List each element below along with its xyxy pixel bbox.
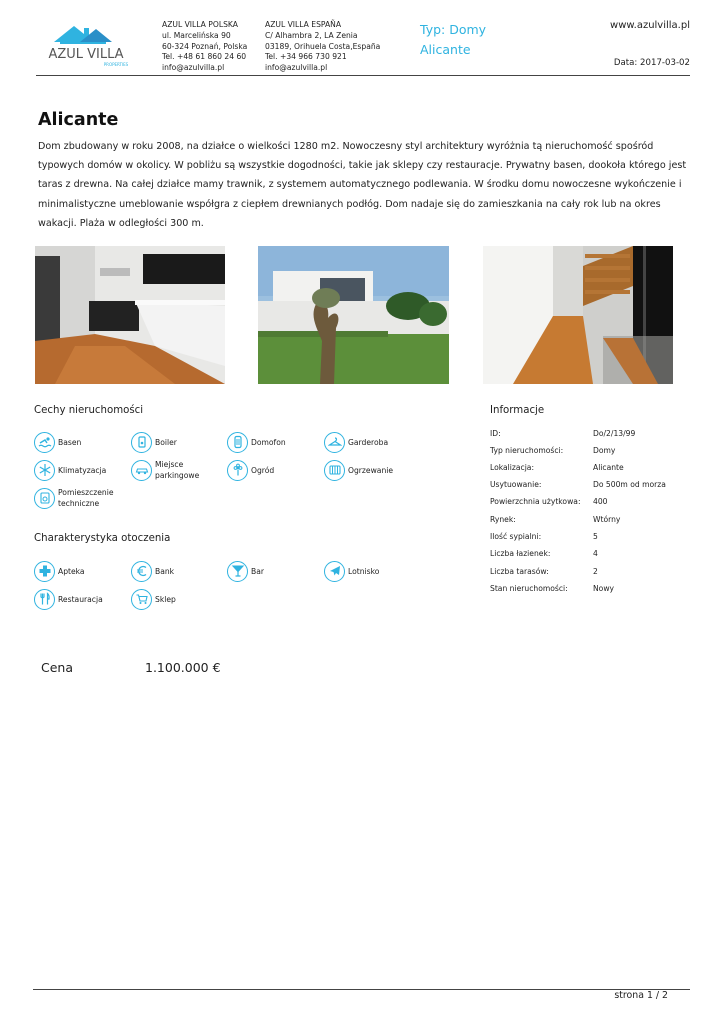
euro-icon <box>131 561 152 582</box>
photo-hallway-stairs[interactable] <box>483 246 673 384</box>
surroundings-section-title: Charakterystyka otoczenia <box>34 533 171 544</box>
website-link[interactable]: www.azulvilla.pl <box>610 20 690 31</box>
surrounding-apteka: Apteka <box>34 561 130 583</box>
price-value: 1.100.000 € <box>145 660 221 675</box>
swimmer-icon <box>34 432 55 453</box>
washing-machine-icon <box>34 488 55 509</box>
property-description: Dom zbudowany w roku 2008, na działce o wielkości 1280 m2. Nowoczesny styl architektury wyróżnia tą nieruchomość spośród typowych domów w okolicy. W pobliżu są wszystkie dogodności, takie jak sklepy czy restauracje. Prywatny basen, dookoła którego jest taras z drewna. Na całej działce mamy trawnik, z systemem automatycznego podlewania. W środku domu nowoczesne wykończenie i minimalistyczne umeblowanie współgra z ciepłem drewnianych podłóg. Dom nadaje się do zamieszkania na cały rok lub na okres wakacji. Plaża w odległości 300 m. <box>38 141 687 229</box>
photo-garden-house[interactable] <box>258 246 449 384</box>
property-type <box>420 20 486 60</box>
surrounding-bar: Bar <box>227 561 323 583</box>
feature-ogrod: Ogród <box>227 460 323 482</box>
cart-icon <box>131 589 152 610</box>
location-label: Alicante <box>420 42 471 57</box>
azul-villa-logo <box>40 20 132 70</box>
feature-klimatyzacja: Klimatyzacja <box>34 460 130 482</box>
pharmacy-cross-icon <box>34 561 55 582</box>
feature-pomieszczenie-techniczne: Pomieszczenie techniczne <box>34 488 130 510</box>
feature-miejsce-parkingowe: Miejsce parkingowe <box>131 460 227 482</box>
info-section-title: Informacje <box>490 405 545 416</box>
hanger-icon <box>324 432 345 453</box>
office-poland-address: AZUL VILLA POLSKA ul. Marcelińska 90 60-324 Poznań, Polska Tel. +48 61 860 24 60 info@azulvilla.pl <box>162 20 248 73</box>
document-date: Data: 2017-03-02 <box>613 58 690 68</box>
feature-ogrzewanie: Ogrzewanie <box>324 460 420 482</box>
surrounding-bank: Bank <box>131 561 227 583</box>
surrounding-restauracja: Restauracja <box>34 589 130 611</box>
boiler-icon <box>131 432 152 453</box>
car-icon <box>131 460 152 481</box>
snowflake-icon <box>34 460 55 481</box>
page-header <box>36 14 690 76</box>
price-label: Cena <box>41 660 74 675</box>
page-title: Alicante <box>38 110 119 130</box>
cutlery-icon <box>34 589 55 610</box>
svg-text:AZUL VILLA: AZUL VILLA <box>48 47 124 62</box>
page-number: strona 1 / 2 <box>614 990 668 1001</box>
feature-basen: Basen <box>34 432 130 454</box>
footer-divider <box>33 989 690 990</box>
surrounding-sklep: Sklep <box>131 589 227 611</box>
feature-boiler: Boiler <box>131 432 227 454</box>
cocktail-icon <box>227 561 248 582</box>
surrounding-lotnisko: Lotnisko <box>324 561 420 583</box>
feature-garderoba: Garderoba <box>324 432 420 454</box>
intercom-icon <box>227 432 248 453</box>
feature-domofon: Domofon <box>227 432 323 454</box>
flower-icon <box>227 460 248 481</box>
photo-kitchen[interactable] <box>35 246 225 384</box>
svg-text:PROPERTIES: PROPERTIES <box>103 62 129 67</box>
office-spain-address: AZUL VILLA ESPAÑA C/ Alhambra 2, LA Zenia 03189, Orihuela Costa,España Tel. +34 966 730 921 info@azulvilla.pl <box>265 20 381 73</box>
plane-icon <box>324 561 345 582</box>
features-section-title: Cechy nieruchomości <box>34 405 144 416</box>
radiator-icon <box>324 460 345 481</box>
type-label: Typ: Domy <box>420 22 487 37</box>
